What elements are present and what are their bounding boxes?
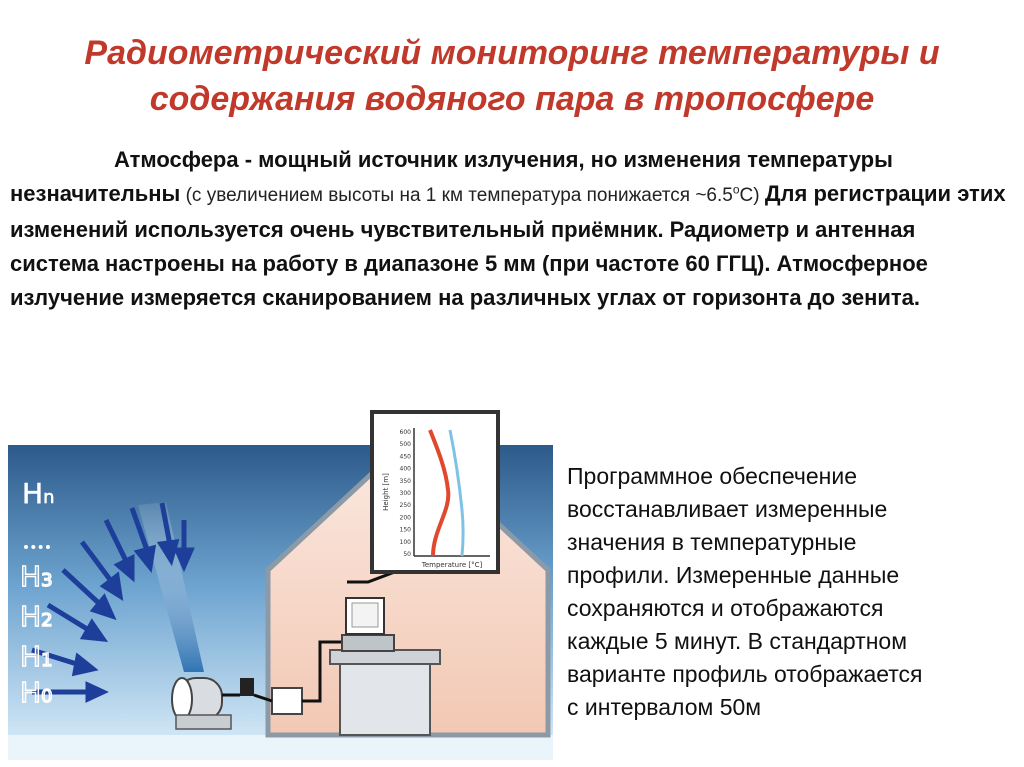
level-3-sub: 3: [41, 570, 53, 591]
side-line: сохраняются и отображаются: [567, 595, 884, 621]
chart-ytick-label: 400: [399, 465, 411, 473]
title-line-2: содержания водяного пара в тропосфере: [149, 80, 875, 118]
height-level-2: [20, 600, 53, 633]
level-3-main: H: [20, 560, 42, 593]
note-end: С): [739, 185, 765, 206]
side-line: с интервалом 50м: [567, 694, 762, 720]
monitor-screen: [352, 603, 378, 627]
side-line: значения в температурные: [567, 529, 857, 555]
desk-top: [330, 650, 440, 664]
chart-ylabel: Height [m]: [382, 473, 390, 511]
paragraph-bold-1: Атмосфера - мощный источник излучения, но изменения температуры незначительны: [10, 147, 893, 206]
antenna-base: [176, 715, 231, 729]
note-superscript: о: [732, 182, 740, 197]
side-line: восстанавливает измеренные: [567, 496, 888, 522]
chart-ytick-label: 50: [403, 551, 411, 558]
side-line: варианте профиль отображается: [567, 661, 923, 687]
side-line: профили. Измеренные данные: [567, 562, 900, 588]
chart-ytick-label: 350: [399, 477, 411, 485]
chart-ytick-label: 450: [399, 453, 411, 461]
radiometer-illustration: [8, 410, 553, 760]
side-line: Программное обеспечение: [567, 463, 857, 489]
side-line: каждые 5 минут. В стандартном: [567, 628, 908, 654]
level-dots: [24, 545, 50, 553]
desk: [340, 660, 430, 735]
paragraph-note: [180, 182, 765, 206]
height-level-n: [22, 477, 54, 510]
chart-ytick-label: 300: [399, 490, 411, 497]
chart-ytick-label: 100: [399, 538, 411, 546]
chart-xlabel: Temperature [°C]: [421, 561, 483, 569]
ground: [8, 735, 553, 760]
level-0-main: H: [20, 676, 42, 709]
height-level-1: [20, 640, 53, 673]
chart-ytick-label: 500: [399, 441, 411, 449]
side-text: [567, 460, 1012, 724]
level-1-main: H: [20, 640, 42, 673]
level-2-sub: 2: [41, 610, 53, 631]
connector-box: [240, 678, 254, 696]
note-start: (с увеличением высоты на 1 км температура понижается ~6.5: [180, 185, 733, 206]
height-level-0: [20, 676, 53, 709]
level-0-sub: 0: [41, 686, 53, 707]
chart-ytick-label: 200: [399, 514, 411, 522]
interface-box: [272, 688, 302, 714]
title-line-1: Радиометрический мониторинг температуры и: [84, 34, 940, 72]
paragraph-bold-2: Для регистрации этих изменений используется очень чувствительный приёмник. Радиометр и антенная система настроены на работу в диапазоне 5 мм (при частоте 60 ГГЦ). Атмосферное излучение измеряется сканированием на различных углах от горизонта до зенита.: [10, 181, 1006, 310]
illustration-svg: [8, 410, 553, 760]
chart-ytick-label: 250: [399, 502, 411, 510]
slide-title: [0, 30, 1024, 122]
chart-ytick-label: 150: [399, 526, 411, 534]
computer-unit: [342, 635, 394, 651]
level-n-main: H: [22, 477, 44, 510]
height-level-3: [20, 560, 53, 593]
chart-ytick-label: 600: [399, 429, 411, 436]
antenna-aperture: [172, 678, 192, 720]
intro-paragraph: [10, 143, 1010, 315]
level-2-main: H: [20, 600, 42, 633]
level-1-sub: 1: [41, 650, 53, 671]
level-n-sub: n: [43, 487, 55, 508]
